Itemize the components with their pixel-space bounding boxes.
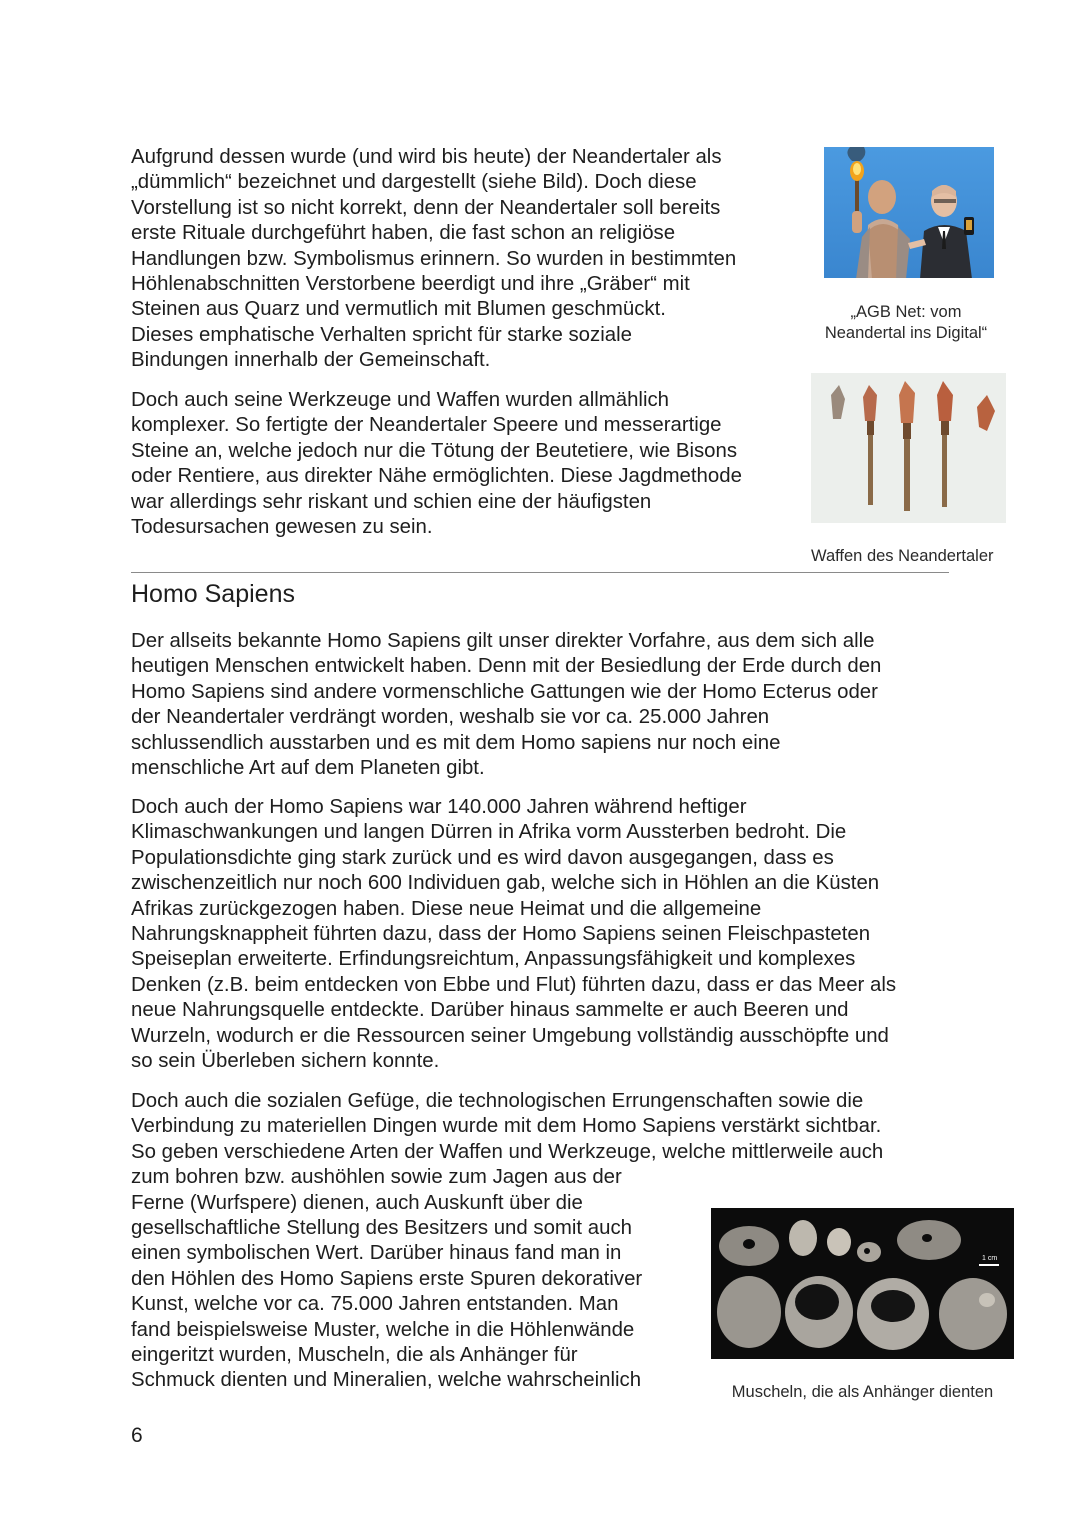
text-line: Afrikas zurückgezogen haben. Diese neue Heimat und die allgemeine (131, 897, 762, 920)
photo-muscheln-anhaenger (711, 1208, 1014, 1359)
text-line: einen symbolischen Wert. Darüber hinaus fand man in (131, 1242, 622, 1265)
text-line: Todesursachen gewesen zu sein. (131, 516, 433, 539)
text-line: fand beispielsweise Muster, welche in die Höhlenwände (131, 1318, 635, 1341)
text-line: gesellschaftliche Stellung des Besitzers und somit auch (131, 1217, 632, 1240)
caption-photo-waffen (811, 546, 1006, 567)
text-line: Handlungen bzw. Symbolismus erinnern. So wurden in bestimmten (131, 247, 737, 270)
text-line: Schmuck dienten und Mineralien, welche wahrscheinlich (131, 1369, 642, 1392)
caption-line: Neandertal ins Digital“ (824, 324, 988, 342)
text-line: Vorstellung ist so nicht korrekt, denn der Neandertaler soll bereits (131, 196, 721, 219)
text-line: Doch auch der Homo Sapiens war 140.000 Jahren während heftiger (131, 796, 747, 818)
text-line: zum bohren bzw. aushöhlen sowie zum Jagen aus der (131, 1166, 622, 1189)
photo-agb-net-neandertal (824, 147, 994, 278)
text-line: zwischenzeitlich nur noch 600 Individuen gab, welche sich in Höhlen an die Küsten (131, 872, 880, 895)
shell-scale-label: 1 cm (982, 1255, 998, 1262)
text-line: Doch auch die sozialen Gefüge, die technologischen Errungenschaften sowie die (131, 1090, 864, 1112)
text-line: schlussendlich ausstarben und es mit dem Homo sapiens nur noch eine (131, 731, 781, 754)
paragraph-homo-sapiens-vorfahre (131, 629, 881, 781)
text-line: Homo Sapiens sind andere vormenschliche Gattungen wie der Homo Ecterus oder (131, 680, 878, 703)
text-line: heutigen Menschen entwickelt haben. Denn mit der Besiedlung der Erde durch den (131, 655, 882, 678)
text-line: Steine an, welche jedoch nur die Tötung der Beutetiere, wie Bisons (131, 439, 738, 462)
text-line: Bindungen innerhalb der Gemeinschaft. (131, 349, 491, 372)
text-line: Kunst, welche vor ca. 75.000 Jahren entstanden. Man (131, 1293, 619, 1316)
text-line: Steinen aus Quarz und vermutlich mit Blumen geschmückt. (131, 298, 666, 321)
section-heading-homo-sapiens: Homo Sapiens (131, 580, 295, 608)
text-line: der Neandertaler verdrängt worden, weshalb sie vor ca. 25.000 Jahren (131, 706, 770, 729)
weapons-illustration (811, 373, 1006, 523)
paragraph-homo-sapiens-ueberleben (131, 795, 896, 1074)
photo-neandertaler-waffen (811, 373, 1006, 523)
caption-line: Muscheln, die als Anhänger dienten (731, 1383, 994, 1401)
text-line: menschliche Art auf dem Planeten gibt. (131, 757, 485, 780)
page-number: 6 (131, 1424, 143, 1447)
text-line: Wurzeln, wodurch er die Ressourcen seiner Umgebung vollständig ausschöpfte und (131, 1024, 889, 1047)
text-line: komplexer. So fertigte der Neandertaler Speere und messerartige (131, 414, 722, 437)
section-divider (131, 572, 949, 573)
text-line: oder Rentiere, aus direkter Nähe ermöglichten. Diese Jagdmethode (131, 465, 742, 488)
text-line: Populationsdichte ging stark zurück und es wird davon ausgegangen, dass es (131, 846, 834, 869)
text-line: den Höhlen des Homo Sapiens erste Spuren dekorativer (131, 1267, 643, 1290)
photo-agb-net-illustration (824, 147, 994, 278)
text-line: neue Nahrungsquelle entdeckte. Darüber hinaus sammelte er auch Beeren und (131, 999, 849, 1022)
text-line: erste Rituale durchgeführt haben, die fast schon an religiöse (131, 222, 676, 245)
text-line: So geben verschiedene Arten der Waffen und Werkzeuge, welche mittlerweile auch (131, 1140, 884, 1163)
text-line: eingeritzt wurden, Muscheln, die als Anhänger für (131, 1344, 578, 1367)
caption-line: Waffen des Neandertaler (811, 547, 994, 565)
text-line: Verbindung zu materiellen Dingen wurde mit dem Homo Sapiens verstärkt sichtbar. (131, 1115, 882, 1138)
shells-illustration (711, 1208, 1014, 1359)
text-line: Dieses emphatische Verhalten spricht für starke soziale (131, 323, 632, 346)
caption-photo-muscheln (711, 1382, 1014, 1403)
text-line: Ferne (Wurfspere) dienen, auch Auskunft über die (131, 1191, 583, 1214)
text-line: war allerdings sehr riskant und schien eine der häufigsten (131, 490, 652, 513)
text-line: Doch auch seine Werkzeuge und Waffen wurden allmählich (131, 389, 670, 411)
caption-photo-agb-net (822, 302, 990, 344)
text-line: Speiseplan erweiterte. Erfindungsreichtum, Anpassungsfähigkeit und komplexes (131, 948, 856, 971)
text-line: Aufgrund dessen wurde (und wird bis heute) der Neandertaler als (131, 146, 722, 168)
text-line: Klimaschwankungen und langen Dürren in Afrika vorm Aussterben bedroht. Die (131, 821, 847, 844)
text-line: Nahrungsknappheit führten dazu, dass der Homo Sapiens seinen Fleischpasteten (131, 923, 871, 946)
paragraph-neandertaler-rituale (131, 145, 736, 374)
caption-line: „AGB Net: vom (850, 303, 962, 321)
text-line: Der allseits bekannte Homo Sapiens gilt unser direkter Vorfahre, aus dem sich alle (131, 630, 875, 652)
text-line: Denken (z.B. beim entdecken von Ebbe und Flut) führten dazu, dass er das Meer als (131, 973, 897, 996)
text-line: „dümmlich“ bezeichnet und dargestellt (siehe Bild). Doch diese (131, 171, 697, 194)
paragraph-neandertaler-waffen (131, 388, 742, 540)
text-line: so sein Überleben sichern konnte. (131, 1050, 440, 1073)
text-line: Höhlenabschnitten Verstorbene beerdigt und ihre „Gräber“ mit (131, 273, 690, 296)
